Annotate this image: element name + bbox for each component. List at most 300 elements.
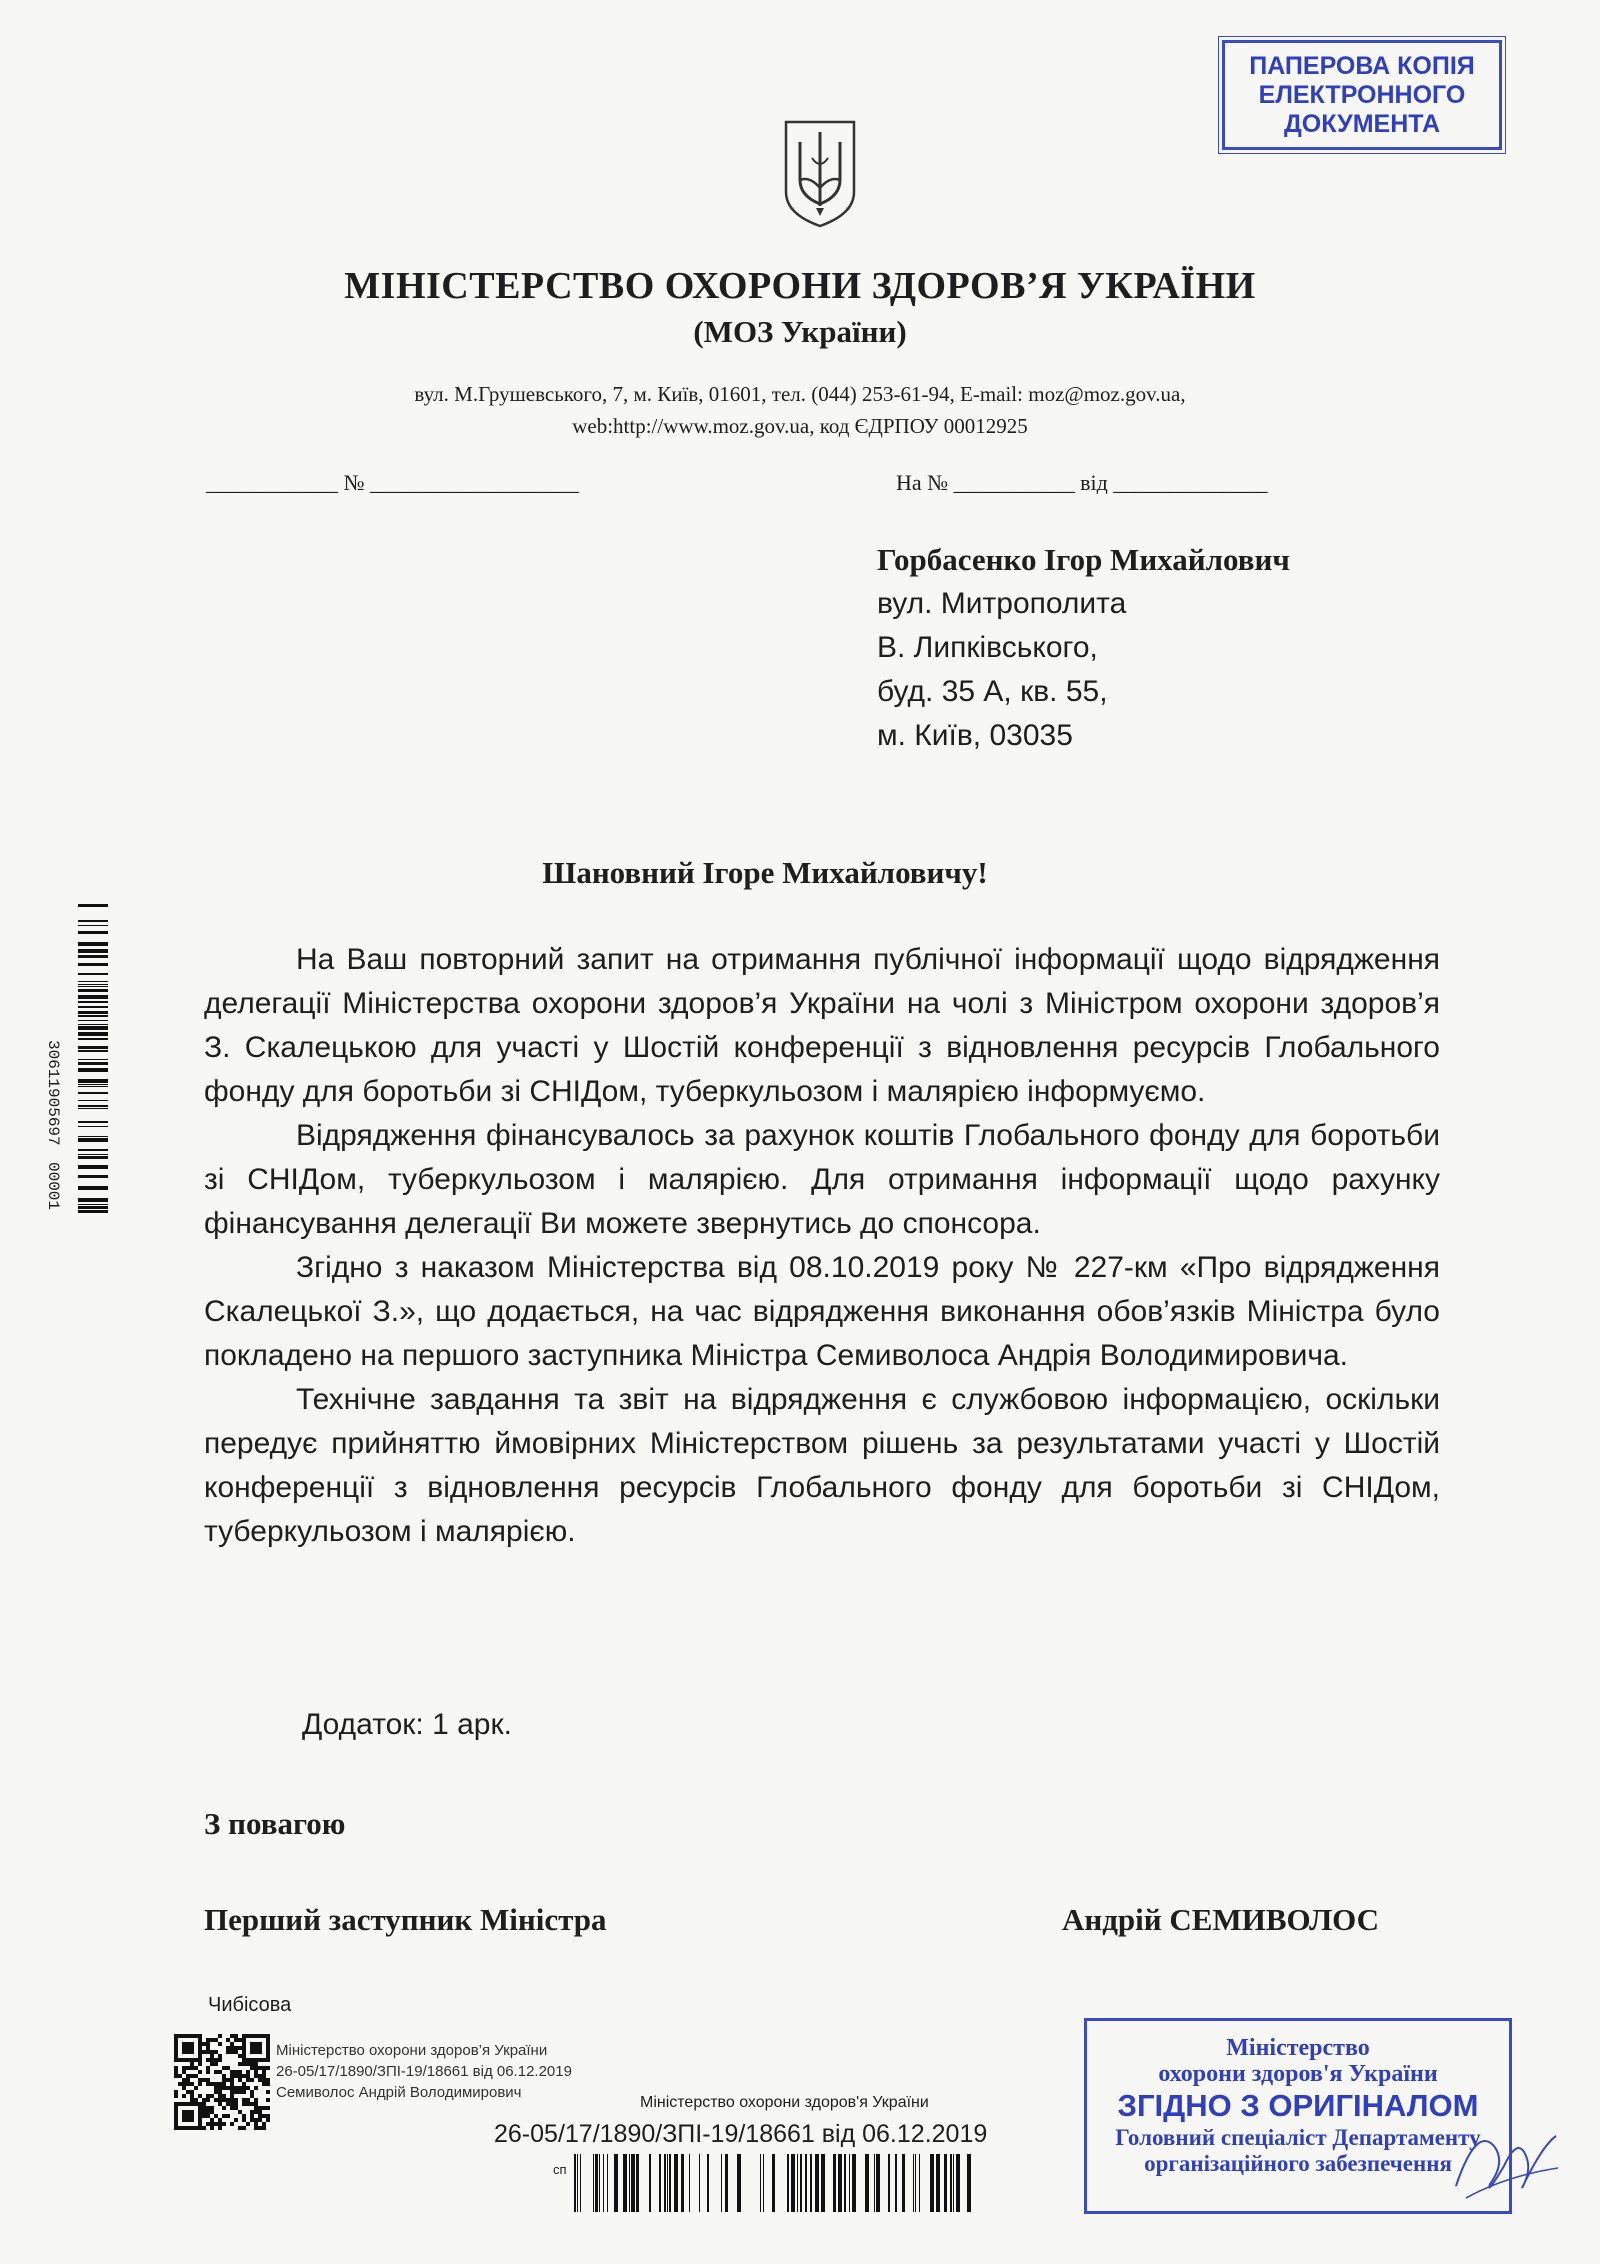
barcode-bar [580,2154,581,2212]
qr-module [246,2074,250,2078]
qr-module [218,2102,222,2106]
qr-module [254,2106,258,2110]
qr-module [186,2046,190,2050]
barcode-bar [707,2154,709,2212]
qr-module [246,2070,250,2074]
qr-module [238,2090,242,2094]
qr-module [266,2078,270,2082]
qr-module [234,2090,238,2094]
barcode-bar [78,1001,108,1003]
qr-module [210,2118,214,2122]
qr-module [262,2106,266,2110]
qr-module [230,2046,234,2050]
qr-module [186,2066,190,2070]
qr-module [218,2070,222,2074]
qr-module [266,2090,270,2094]
barcode-bar [956,2154,960,2212]
barcode-bar [78,1026,108,1030]
qr-module [206,2094,210,2098]
barcode-bar [895,2154,897,2212]
qr-module [250,2094,254,2098]
barcode-bar [78,1068,108,1072]
qr-module [178,2034,182,2038]
qr-module [242,2046,246,2050]
barcode-bar [681,2154,684,2212]
barcode-bar [874,2154,875,2212]
qr-module [234,2118,238,2122]
barcode-bar [915,2154,916,2212]
barcode-bar [78,995,108,999]
barcode-bar [821,2154,825,2212]
qr-module [258,2050,262,2054]
qr-module [178,2126,182,2130]
qr-module [198,2122,202,2126]
barcode-bar [78,1136,108,1137]
letter-body [204,938,1440,1554]
qr-module [182,2114,186,2118]
qr-module [190,2118,194,2122]
greeting: Шановний Ігоре Михайловичу! [542,855,988,890]
qr-module [238,2070,242,2074]
registration-organization: Міністерство охорони здоров'я України [640,2094,929,2111]
barcode-bar [78,1186,108,1190]
qr-module [262,2082,266,2086]
qr-module [266,2118,270,2122]
qr-module [214,2038,218,2042]
barcode-bar [810,2154,812,2212]
barcode-bar [78,920,108,922]
qr-module [190,2034,194,2038]
stamp-line: ПАПЕРОВА КОПІЯ [1249,51,1475,80]
qr-module [182,2118,186,2122]
qr-module [258,2058,262,2062]
qr-module [246,2078,250,2082]
stamp-line: ЕЛЕКТРОННОГО [1258,80,1466,109]
qr-module [198,2054,202,2058]
barcode-bar [78,1108,108,1109]
qr-module [206,2082,210,2086]
qr-module [250,2062,254,2066]
qr-module [234,2038,238,2042]
qr-module [258,2126,262,2130]
qr-module [266,2038,270,2042]
barcode-bar [607,2154,608,2212]
qr-module [214,2098,218,2102]
qr-module [250,2066,254,2070]
barcode-bar [631,2154,635,2212]
qr-module [186,2078,190,2082]
qr-module [194,2066,198,2070]
qr-module [254,2042,258,2046]
barcode-bar [78,1086,108,1087]
qr-module [262,2074,266,2078]
barcode-bar [78,1105,108,1107]
barcode-bar [930,2154,934,2212]
outgoing-registration-field: ____________ № ___________________ [206,470,579,495]
qr-module [182,2126,186,2130]
barcode-bar [78,1149,108,1151]
qr-module [198,2082,202,2086]
qr-module [250,2114,254,2118]
body-paragraph: На Ваш повторний запит на отримання публічної інформації щодо відрядження делегації Міністерства охорони здоров’я України на чолі з Міністром охорони здоров’я З. Скалецькою для участі у Шостій конференції з відновлення ресурсів Глобального фонду для боротьби зі СНІДом, туберкульозом і малярією інформуємо. [204,943,1440,1108]
barcode-bar [78,963,108,966]
qr-module [250,2078,254,2082]
qr-module [190,2114,194,2118]
qr-module [218,2122,222,2126]
qr-module [186,2102,190,2106]
qr-module [226,2102,230,2106]
qr-module [182,2086,186,2090]
barcode-bar [815,2154,819,2212]
qr-module [206,2098,210,2102]
barcode-bar [913,2154,914,2212]
qr-module [234,2086,238,2090]
qr-module [186,2058,190,2062]
qr-module [262,2066,266,2070]
qr-module [222,2078,226,2082]
barcode-bar [967,2154,971,2212]
stamp-line: ДОКУМЕНТА [1284,109,1440,138]
barcode-bar [876,2154,880,2212]
qr-module [190,2126,194,2130]
qr-module [190,2058,194,2062]
qr-module [214,2070,218,2074]
qr-module [266,2066,270,2070]
qr-module [258,2066,262,2070]
barcode-bar [78,981,108,982]
barcode-bar [577,2154,578,2212]
barcode-bar [614,2154,618,2212]
qr-module [254,2098,258,2102]
barcode-bar [78,949,108,953]
body-paragraph: Згідно з наказом Міністерства від 08.10.2019 року № 227-км «Про відрядження Скалецької З.», що додається, на час відрядження виконання обов’язків Міністра було покладено на першого заступника Міністра Семиволоса Андрія Володимировича. [204,1251,1440,1372]
qr-module [250,2034,254,2038]
qr-module [242,2118,246,2122]
barcode-bar [664,2154,666,2212]
barcode-prefix: сп [553,2162,567,2177]
qr-module [238,2126,242,2130]
qr-module [178,2058,182,2062]
qr-module [218,2086,222,2090]
qr-module [254,2126,258,2130]
barcode-bar [78,1206,108,1209]
qr-module [206,2114,210,2118]
qr-module [254,2074,258,2078]
qr-module [262,2078,266,2082]
qr-module [194,2126,198,2130]
qr-module [174,2054,178,2058]
qr-module [202,2098,206,2102]
qr-module [250,2090,254,2094]
qr-module [266,2082,270,2086]
barcode-bar [737,2154,741,2212]
qr-module [234,2074,238,2078]
qr-module [230,2122,234,2126]
qr-module [190,2046,194,2050]
qr-module [230,2042,234,2046]
qr-module [214,2114,218,2118]
qr-module [230,2078,234,2082]
qr-module [218,2090,222,2094]
qr-module [214,2122,218,2126]
qr-module [202,2126,206,2130]
qr-module [258,2106,262,2110]
qr-module [206,2110,210,2114]
ministry-address: вул. М.Грушевського, 7, м. Київ, 01601, тел. (044) 253-61-94, E-mail: moz@moz.gov.ua, [414,382,1186,406]
qr-module [194,2034,198,2038]
qr-module [250,2050,254,2054]
barcode-bar [78,1032,108,1036]
barcode-bar [800,2154,802,2212]
barcode-bar [78,1198,108,1202]
qr-module [198,2114,202,2118]
qr-module [266,2106,270,2110]
qr-module [174,2118,178,2122]
barcode-bar [603,2154,604,2212]
closing-phrase: З повагою [204,1806,346,1841]
barcode-bar [623,2154,627,2212]
qr-module [230,2050,234,2054]
qr-module [210,2058,214,2062]
barcode-bar [833,2154,836,2212]
qr-module [258,2078,262,2082]
qr-module [254,2062,258,2066]
qr-module [242,2034,246,2038]
qr-module [174,2066,178,2070]
qr-module [262,2114,266,2118]
qr-module [230,2106,234,2110]
qr-module [262,2034,266,2038]
handwritten-signature [1446,2106,1566,2206]
qr-module [230,2098,234,2102]
barcode-bar [78,1210,108,1213]
barcode-bar [78,931,108,934]
recipient-address-line: вул. Митрополита [877,587,1127,620]
barcode-bar [78,986,108,987]
barcode-bar [919,2154,920,2212]
qr-module [230,2090,234,2094]
qr-module [234,2046,238,2050]
qr-module [194,2058,198,2062]
edoc-line: Міністерство охорони здоров’я України [276,2042,548,2059]
recipient-name: Горбасенко Ігор Михайлович [877,542,1290,577]
qr-module [254,2050,258,2054]
qr-module [186,2118,190,2122]
qr-module [226,2050,230,2054]
barcode-bar [78,1126,108,1127]
qr-module [214,2062,218,2066]
qr-module [242,2074,246,2078]
qr-module [174,2126,178,2130]
qr-module [182,2094,186,2098]
qr-module [254,2122,258,2126]
qr-code-icon [174,2034,270,2130]
qr-module [186,2110,190,2114]
qr-module [242,2102,246,2106]
qr-module [210,2082,214,2086]
qr-module [182,2078,186,2082]
qr-module [258,2114,262,2118]
qr-module [238,2078,242,2082]
qr-module [214,2058,218,2062]
qr-module [242,2038,246,2042]
qr-module [246,2062,250,2066]
qr-module [230,2086,234,2090]
qr-module [230,2070,234,2074]
qr-module [182,2082,186,2086]
barcode-bar [78,1062,108,1065]
qr-module [238,2074,242,2078]
qr-module [190,2110,194,2114]
qr-module [242,2082,246,2086]
qr-module [258,2046,262,2050]
qr-module [206,2106,210,2110]
qr-module [174,2042,178,2046]
barcode-bar [78,989,108,992]
recipient-address-line: В. Липківського, [877,631,1098,664]
barcode-bar [78,955,108,958]
qr-module [198,2038,202,2042]
qr-module [234,2050,238,2054]
qr-module [182,2066,186,2070]
signer-name: Андрій СЕМИВОЛОС [1062,1902,1380,1937]
qr-module [182,2110,186,2114]
qr-module [230,2102,234,2106]
qr-module [210,2106,214,2110]
qr-module [210,2110,214,2114]
qr-module [222,2114,226,2118]
qr-module [174,2106,178,2110]
qr-module [190,2050,194,2054]
qr-module [198,2078,202,2082]
qr-module [230,2034,234,2038]
qr-module [198,2046,202,2050]
qr-module [186,2114,190,2118]
edoc-line: Семиволос Андрій Володимирович [276,2084,522,2101]
qr-module [174,2038,178,2042]
qr-module [186,2126,190,2130]
barcode-bar [78,1046,108,1049]
qr-module [246,2034,250,2038]
qr-module [198,2106,202,2110]
barcode-bar [787,2154,789,2212]
qr-module [242,2062,246,2066]
barcode-bar [78,904,108,907]
electronic-copy-stamp [1222,40,1502,150]
qr-module [190,2062,194,2066]
qr-module [194,2098,198,2102]
barcode-bar [78,1175,108,1178]
qr-module [186,2034,190,2038]
barcode-bar [78,1204,108,1205]
qr-module [210,2126,214,2130]
qr-module [190,2074,194,2078]
barcode-bar [78,1011,108,1014]
barcode-bar [595,2154,598,2212]
qr-module [186,2090,190,2094]
qr-module [242,2054,246,2058]
barcode-bar [78,984,108,985]
qr-module [218,2126,222,2130]
registration-number: 26-05/17/1890/ЗПІ-19/18661 від 06.12.2019 [494,2120,988,2148]
qr-module [174,2102,178,2106]
barcode-bar [78,925,108,926]
qr-module [258,2042,262,2046]
barcode-bar [888,2154,890,2212]
qr-module [206,2070,210,2074]
appendix-note: Додаток: 1 арк. [302,1708,512,1741]
qr-module [238,2086,242,2090]
qr-module [262,2058,266,2062]
qr-module [194,2102,198,2106]
qr-module [222,2082,226,2086]
barcode-bar [599,2154,600,2212]
qr-module [266,2054,270,2058]
barcode-bar [689,2154,690,2212]
barcode-bar [849,2154,850,2212]
qr-module [174,2034,178,2038]
qr-module [174,2094,178,2098]
barcode-bar [78,1038,108,1040]
qr-module [266,2098,270,2102]
qr-module [190,2094,194,2098]
qr-module [222,2094,226,2098]
qr-module [254,2086,258,2090]
qr-module [174,2122,178,2126]
qr-module [206,2058,210,2062]
ministry-abbreviation: (МОЗ України) [693,314,907,349]
barcode-bar [659,2154,661,2212]
qr-module [198,2042,202,2046]
qr-module [182,2050,186,2054]
qr-module [190,2102,194,2106]
qr-module [190,2042,194,2046]
barcode-bar [674,2154,678,2212]
qr-module [250,2058,254,2062]
qr-module [210,2054,214,2058]
qr-module [178,2082,182,2086]
qr-module [178,2102,182,2106]
qr-module [222,2098,226,2102]
qr-module [254,2046,258,2050]
stamp-line: Головний спеціаліст Департаменту [1115,2125,1481,2150]
qr-module [254,2118,258,2122]
trident-coat-of-arms-icon [782,118,858,230]
qr-module [222,2106,226,2110]
qr-module [218,2058,222,2062]
stamp-line: охорони здоров'я України [1158,2061,1438,2087]
qr-module [214,2086,218,2090]
qr-module [218,2094,222,2098]
barcode-bar [78,1138,108,1142]
qr-module [202,2114,206,2118]
barcode-bar [574,2154,576,2212]
recipient-address-line: м. Київ, 03035 [877,719,1073,752]
qr-module [182,2042,186,2046]
qr-module [254,2070,258,2074]
qr-module [218,2042,222,2046]
qr-module [266,2042,270,2046]
qr-module [194,2074,198,2078]
qr-module [234,2034,238,2038]
qr-module [210,2050,214,2054]
qr-module [182,2034,186,2038]
barcode-bar [936,2154,940,2212]
qr-module [210,2122,214,2126]
qr-module [250,2046,254,2050]
barcode-bar [760,2154,761,2212]
qr-module [258,2034,262,2038]
